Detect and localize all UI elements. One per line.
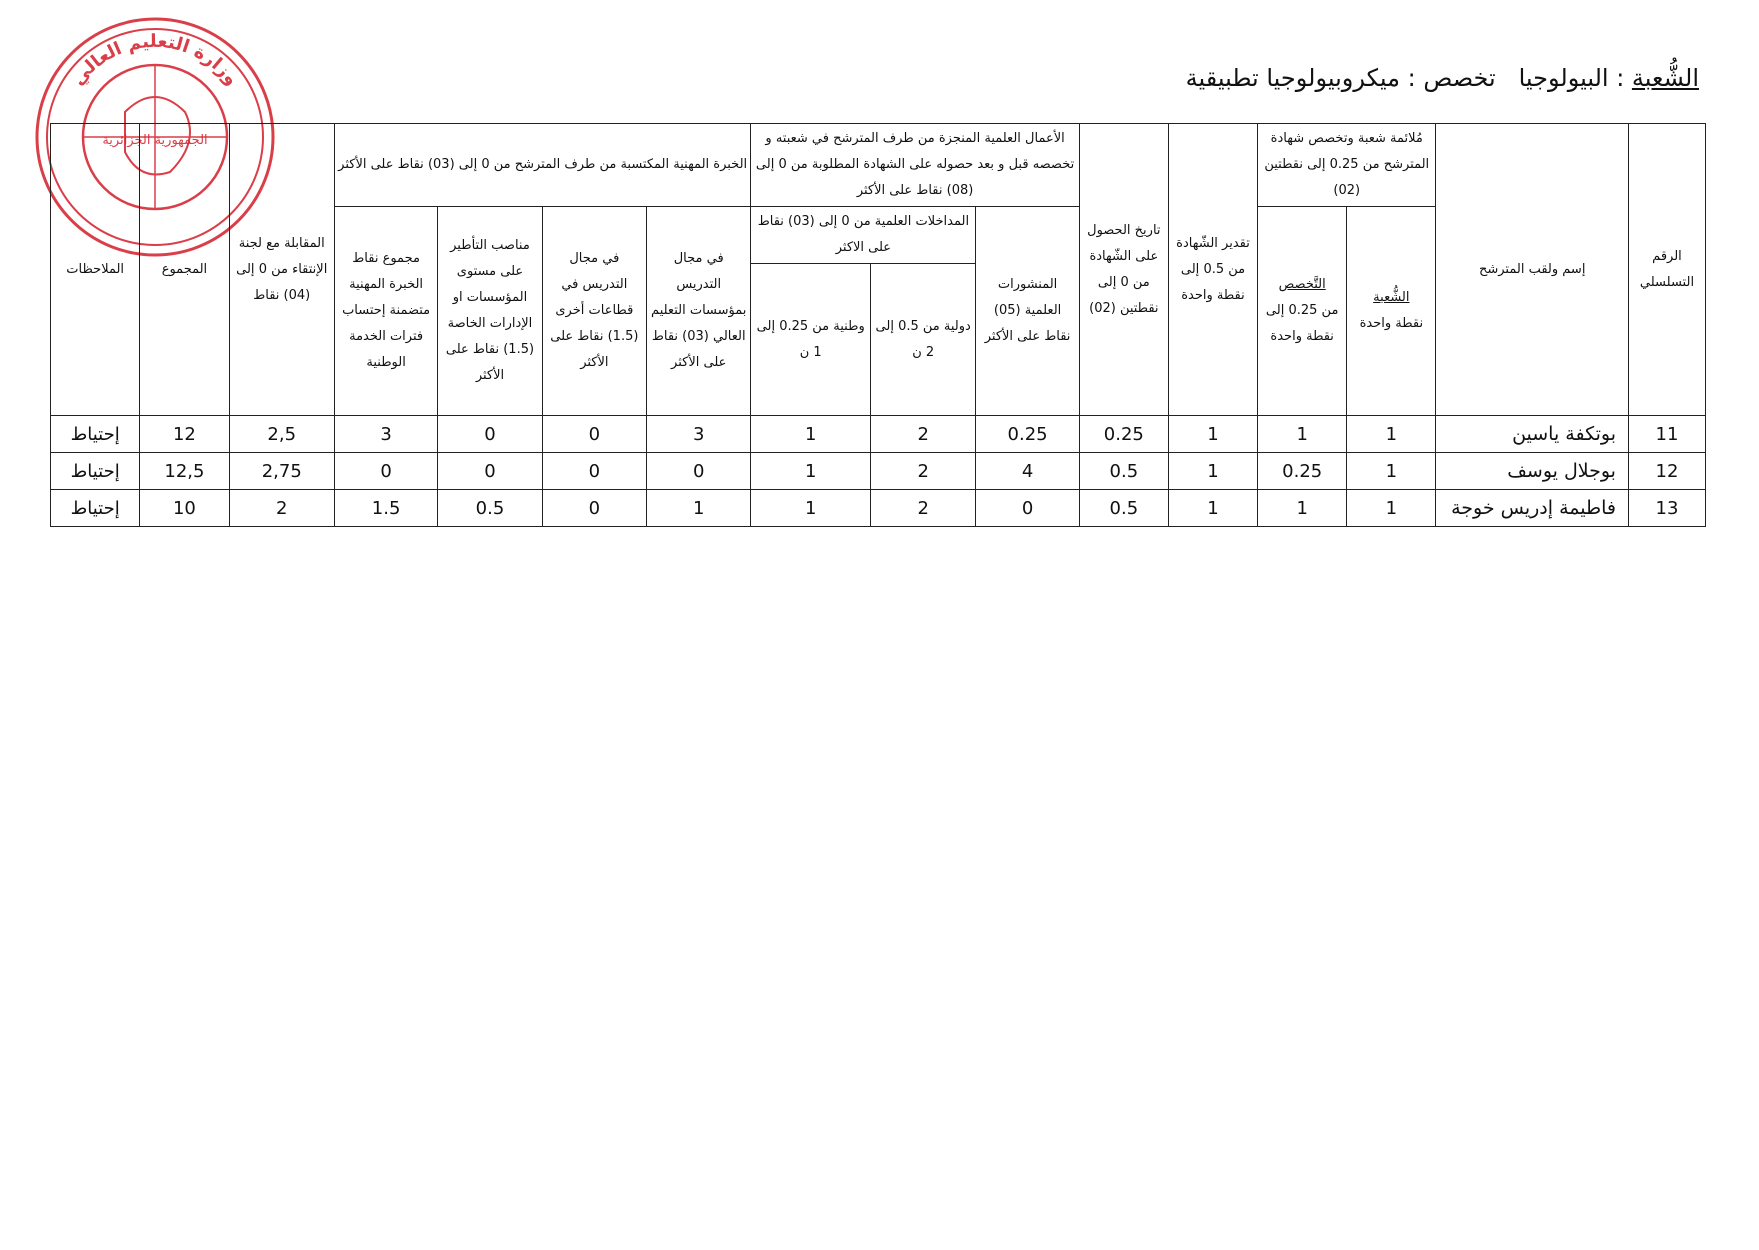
table-row <box>51 416 1706 453</box>
header-natl: وطنية من 0.25 إلى 1 ن <box>751 264 871 416</box>
header-exp-mgmt: مناصب التأطير على مستوى المؤسسات او الإدارات الخاصة (1.5) نقاط على الأكثر <box>438 207 542 416</box>
cell-total: 12,5 <box>140 453 229 490</box>
header-name: إسم ولقب المترشح <box>1436 124 1629 416</box>
cell-natl: 1 <box>751 490 871 527</box>
seal-center-text: الجمهورية الجزائرية <box>102 133 208 148</box>
cell-publications: 0 <box>976 490 1079 527</box>
table-row <box>51 490 1706 527</box>
cell-exp-higher: 3 <box>647 416 751 453</box>
header-grade: تقدير الشّهادة من 0.5 إلى نقطة واحدة <box>1168 124 1257 416</box>
cell-exp-total: 0 <box>334 453 437 490</box>
cell-note: إحتياط <box>51 416 140 453</box>
cell-branch: 1 <box>1347 453 1436 490</box>
cell-name: بوجلال يوسف <box>1436 453 1629 490</box>
cell-spec: 1 <box>1258 490 1347 527</box>
cell-intl: 2 <box>871 416 976 453</box>
cell-natl: 1 <box>751 453 871 490</box>
cell-grade: 1 <box>1168 453 1257 490</box>
cell-intl: 2 <box>871 490 976 527</box>
cell-exp-other: 0 <box>542 490 646 527</box>
branch-value: : البيولوجيا <box>1518 64 1625 92</box>
cell-total: 12 <box>140 416 229 453</box>
cell-note: إحتياط <box>51 490 140 527</box>
table-row <box>51 453 1706 490</box>
header-fit-spec-sub: من 0.25 إلى نقطة واحدة <box>1265 303 1339 344</box>
header-notes: الملاحظات <box>51 124 140 416</box>
cell-exp-higher: 1 <box>647 490 751 527</box>
header-fit-branch-title: الشُّعبة <box>1373 290 1410 305</box>
cell-name: فاطيمة إدريس خوجة <box>1436 490 1629 527</box>
header-interview: المقابلة مع لجنة الإنتقاء من 0 إلى (04) نقاط <box>229 124 334 416</box>
header-exp-higher: في مجال التدريس بمؤسسات التعليم العالي (03) نقاط على الأكثر <box>647 207 751 416</box>
cell-name: بوتكفة ياسين <box>1436 416 1629 453</box>
specialty-label: تخصص <box>1423 64 1496 92</box>
cell-publications: 0.25 <box>976 416 1079 453</box>
cell-serial: 13 <box>1628 490 1705 527</box>
cell-interview: 2 <box>229 490 334 527</box>
cell-branch: 1 <box>1347 416 1436 453</box>
header-serial: الرقم التسلسلي <box>1628 124 1705 416</box>
header-exp-group: الخبرة المهنية المكتسبة من طرف المترشح من 0 إلى (03) نقاط على الأكثر <box>334 124 750 207</box>
cell-exp-other: 0 <box>542 453 646 490</box>
header-date: تاريخ الحصول على الشّهادة من 0 إلى نقطتين (02) <box>1079 124 1168 416</box>
cell-grade: 1 <box>1168 490 1257 527</box>
cell-natl: 1 <box>751 416 871 453</box>
header-fit-spec <box>1258 207 1347 416</box>
header-fit-branch <box>1347 207 1436 416</box>
candidates-table <box>50 123 1706 527</box>
seal-top-text: وزارة التعليم العالي <box>67 30 243 90</box>
cell-interview: 2,75 <box>229 453 334 490</box>
header-exp-other: في مجال التدريس في قطاعات أخرى (1.5) نقاط على الأكثر <box>542 207 646 416</box>
cell-spec: 1 <box>1258 416 1347 453</box>
header-total: المجموع <box>140 124 229 416</box>
header-intl: دولية من 0.5 إلى 2 ن <box>871 264 976 416</box>
cell-date: 0.5 <box>1079 453 1168 490</box>
cell-exp-total: 3 <box>334 416 437 453</box>
header-exp-total: مجموع نقاط الخبرة المهنية متضمنة إحتساب فترات الخدمة الوطنية <box>334 207 437 416</box>
header-sci-group: الأعمال العلمية المنجزة من طرف المترشح في شعبته و تخصصه قبل و بعد حصوله على الشهادة المطلوبة من 0 إلى (08) نقاط على الأكثر <box>751 124 1079 207</box>
cell-exp-other: 0 <box>542 416 646 453</box>
header-fit-spec-title: التَّخصص <box>1278 277 1326 292</box>
header-publications: المنشورات العلمية (05) نقاط على الأكثر <box>976 207 1079 416</box>
cell-exp-total: 1.5 <box>334 490 437 527</box>
cell-spec: 0.25 <box>1258 453 1347 490</box>
cell-date: 0.25 <box>1079 416 1168 453</box>
cell-intl: 2 <box>871 453 976 490</box>
cell-exp-mgmt: 0 <box>438 416 542 453</box>
specialty-value: : ميكروبيولوجيا تطبيقية <box>1185 64 1416 92</box>
cell-date: 0.5 <box>1079 490 1168 527</box>
header-interventions-group: المداخلات العلمية من 0 إلى (03) نقاط على الاكثر <box>751 207 976 264</box>
cell-exp-higher: 0 <box>647 453 751 490</box>
header-fit-branch-sub: نقطة واحدة <box>1359 316 1424 331</box>
cell-exp-mgmt: 0 <box>438 453 542 490</box>
cell-exp-mgmt: 0.5 <box>438 490 542 527</box>
cell-serial: 11 <box>1628 416 1705 453</box>
branch-label: الشُّعبة <box>1631 64 1699 92</box>
cell-serial: 12 <box>1628 453 1705 490</box>
cell-total: 10 <box>140 490 229 527</box>
cell-grade: 1 <box>1168 416 1257 453</box>
cell-branch: 1 <box>1347 490 1436 527</box>
header-fit-group: مُلائمة شعبة وتخصص شهادة المترشح من 0.25 إلى نقطتين (02) <box>1258 124 1436 207</box>
cell-publications: 4 <box>976 453 1079 490</box>
cell-interview: 2,5 <box>229 416 334 453</box>
cell-note: إحتياط <box>51 453 140 490</box>
page-title <box>1186 64 1699 92</box>
